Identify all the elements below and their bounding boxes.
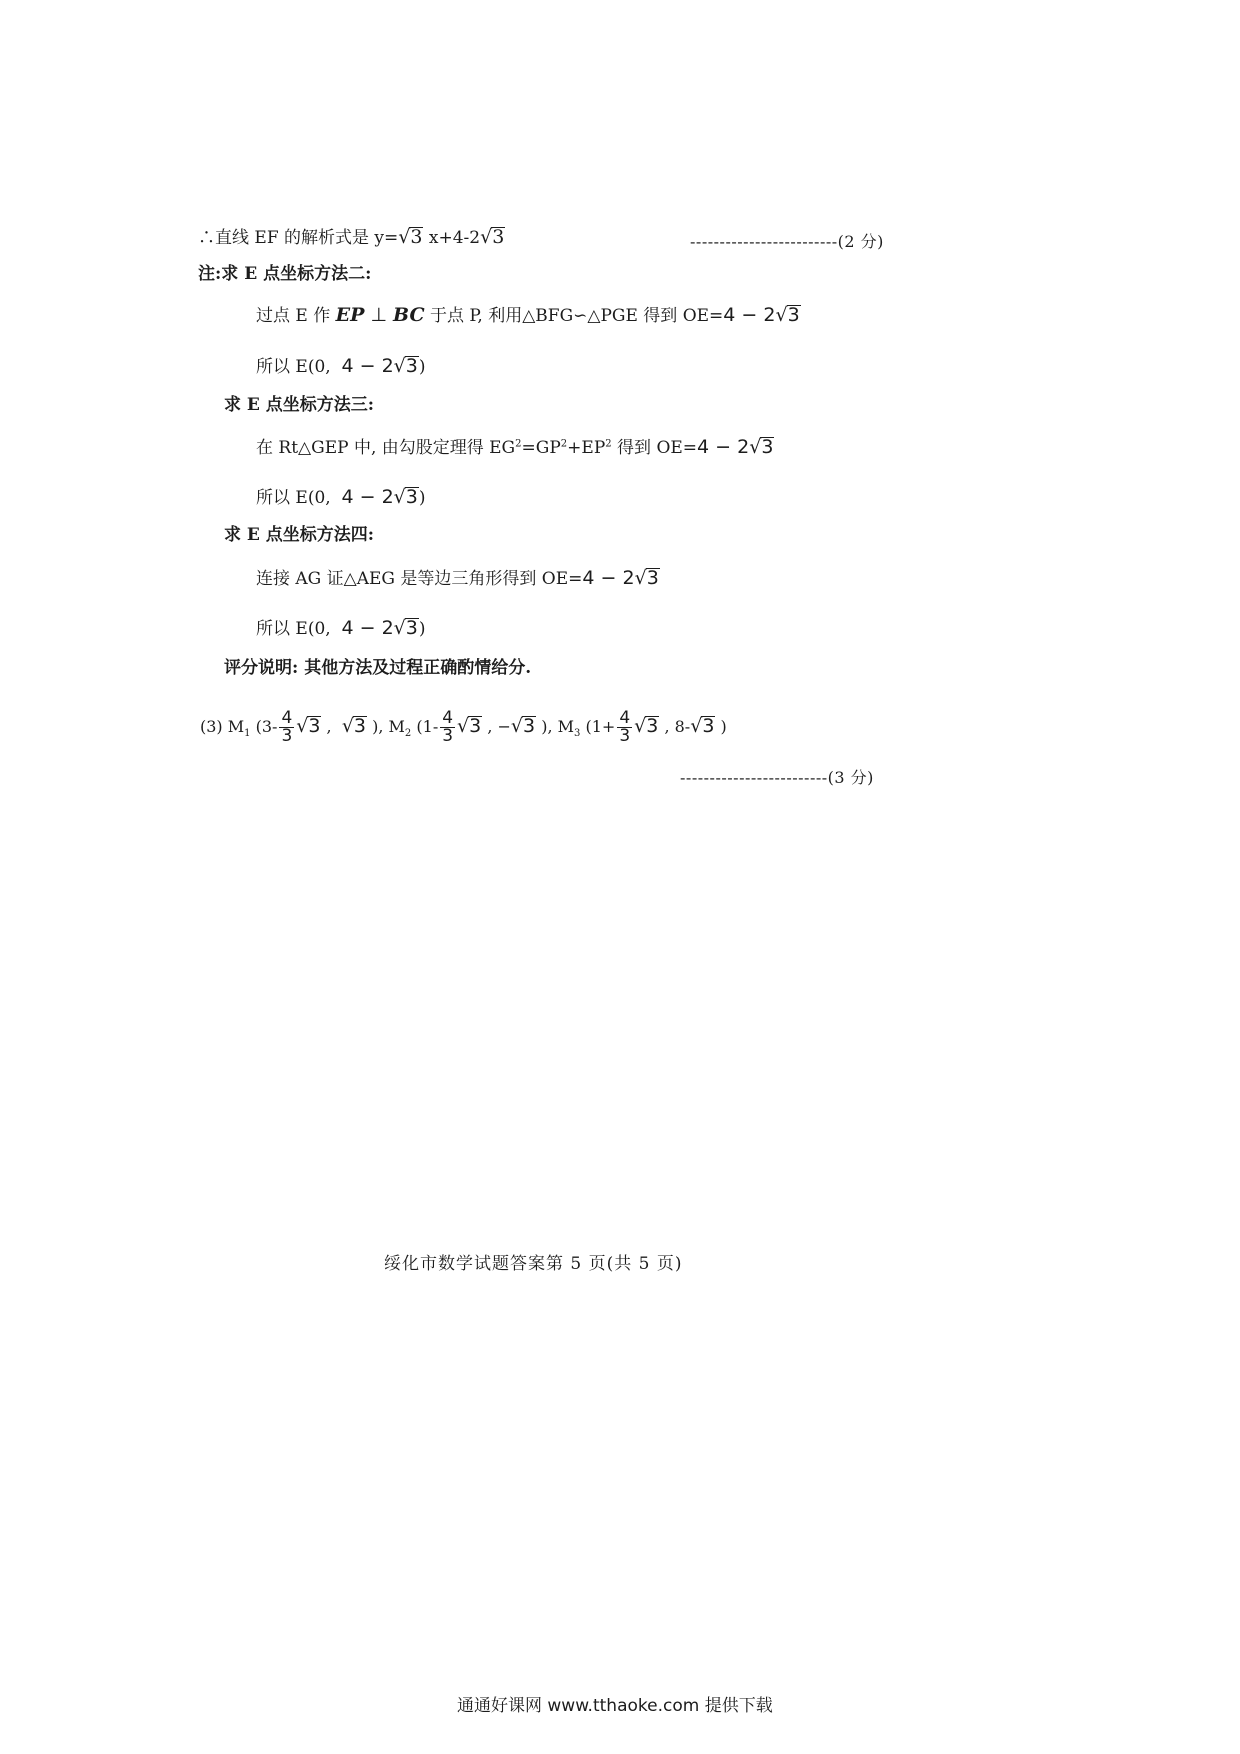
expr: 4 − 2: [697, 436, 750, 458]
text: ∴直线 EF 的解析式是 y=: [198, 228, 399, 248]
ep: EP: [335, 304, 365, 326]
numerator: 4: [619, 708, 631, 728]
sqrt-3: 3: [702, 715, 715, 737]
method3-text: 在 Rt△GEP 中, 由勾股定理得 $EG^2=GP^2+EP^2$ 得到 OE=4 − 2√3: [256, 436, 774, 458]
text: +EP: [567, 438, 606, 458]
denominator: 3: [442, 726, 454, 746]
sqrt-3: 3: [405, 486, 418, 508]
scoring-note: 评分说明: 其他方法及过程正确酌情给分.: [224, 658, 532, 678]
sup: 2: [605, 438, 612, 450]
method3-title: 求 E 点坐标方法三:: [224, 395, 375, 415]
numerator: 4: [281, 708, 293, 728]
text: ,: [321, 717, 332, 736]
method4-text: 连接 AG 证△AEG 是等边三角形得到 OE=4 − 2√3: [256, 567, 659, 589]
score-2: -------------------------(2 分): [690, 232, 884, 251]
sqrt-3: 3: [492, 226, 505, 248]
bc: BC: [393, 304, 425, 326]
text: 过点 E 作: [256, 306, 336, 326]
text: , M: [547, 717, 575, 736]
text: 在 Rt△GEP 中, 由勾股定理得 EG: [256, 438, 516, 458]
expr: 4 − 2: [341, 355, 394, 377]
fraction: [440, 710, 455, 745]
text: ): [418, 619, 426, 639]
text: ): [720, 717, 727, 736]
fraction: [279, 710, 294, 745]
sub: 3: [574, 728, 581, 740]
text: (1-: [416, 717, 439, 736]
denominator: 3: [619, 726, 631, 746]
text: 于点 P, 利用△BFG∽△PGE 得到 OE=: [424, 306, 724, 326]
numerator: 4: [442, 708, 454, 728]
text: , −: [482, 717, 511, 736]
text: 所以 E(0,: [256, 357, 331, 377]
method4-title: 求 E 点坐标方法四:: [224, 525, 375, 545]
text: 得到 OE=: [611, 438, 698, 458]
sup: 2: [515, 438, 522, 450]
note-title: 注:求 E 点坐标方法二:: [198, 264, 372, 284]
method2-conclusion: 所以 E(0, 4 − 2√3): [256, 355, 426, 377]
sqrt-3: 3: [410, 226, 423, 248]
text: (1+: [585, 717, 616, 736]
text: x+4-2: [423, 228, 481, 248]
method4-conclusion: 所以 E(0, 4 − 2√3): [256, 617, 426, 639]
text: =GP: [521, 438, 561, 458]
perp: ⊥: [364, 304, 394, 326]
expr: 4 − 2: [582, 567, 635, 589]
fraction: [617, 710, 632, 745]
method2-text: 过点 E 作 EP ⊥ BC 于点 P, 利用△BFG∽△PGE 得到 OE=4 − 2√3: [256, 304, 800, 326]
expr: 4 − 2: [341, 617, 394, 639]
site-footer: 通通好课网 www.tthaoke.com 提供下载: [457, 1696, 773, 1716]
text: (3) M: [200, 717, 245, 736]
line-ef-equation: ∴直线 EF 的解析式是 y=√3 x+4-2√3: [198, 226, 505, 248]
text: ): [418, 357, 426, 377]
page-number-footer: 绥化市数学试题答案第 5 页(共 5 页): [384, 1254, 683, 1274]
sqrt-3: 3: [405, 355, 418, 377]
sqrt-3: 3: [353, 715, 367, 737]
text: ): [372, 717, 379, 736]
text: 所以 E(0,: [256, 619, 331, 639]
expr: 4 − 2: [723, 304, 776, 326]
score-3: -------------------------(3 分): [680, 768, 874, 787]
sqrt-3: 3: [646, 567, 659, 589]
text: 连接 AG 证△AEG 是等边三角形得到 OE=: [256, 569, 583, 589]
sup: 2: [560, 438, 568, 450]
text: ): [418, 488, 426, 508]
sqrt-3: 3: [469, 715, 482, 737]
sqrt-3: 3: [523, 715, 536, 737]
sqrt-3: 3: [308, 715, 321, 737]
text: , 8-: [659, 717, 691, 736]
text: (3-: [255, 717, 278, 736]
sub: 1: [244, 728, 251, 740]
method3-conclusion: 所以 E(0, 4 − 2√3): [256, 486, 426, 508]
sqrt-3: 3: [405, 617, 418, 639]
sqrt-3: 3: [646, 715, 659, 737]
text: 所以 E(0,: [256, 488, 331, 508]
sub: 2: [404, 728, 412, 740]
sqrt-3: 3: [761, 436, 774, 458]
denominator: 3: [281, 726, 293, 746]
sqrt-3: 3: [787, 304, 800, 326]
text: ): [541, 717, 548, 736]
part3-answer: (3) $M_1$ (3- $\frac{4}{3}$ √3 , √3 ), $M_2$ (1- $\frac{4}{3}$ √3 , −√3 ), $M_3$ (1+ $\frac{4}{3}$ √3 , 8-√3 ): [200, 708, 727, 746]
text: , M: [378, 717, 405, 736]
expr: 4 − 2: [341, 486, 394, 508]
